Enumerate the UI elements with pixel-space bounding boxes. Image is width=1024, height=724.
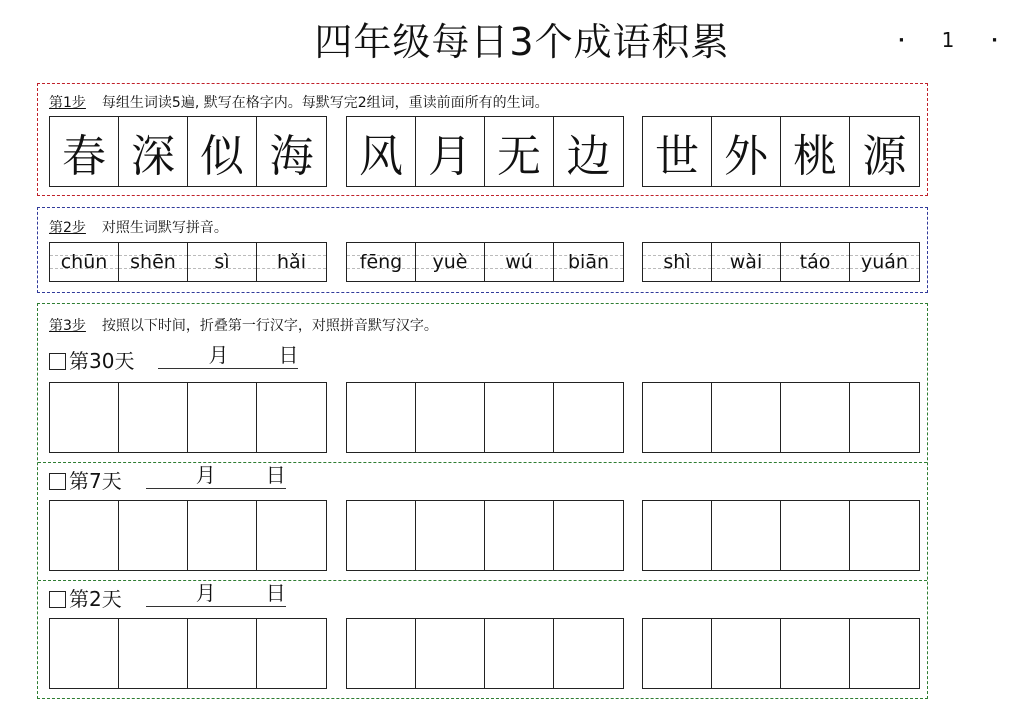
write-cell[interactable] (188, 501, 257, 570)
date-input[interactable] (146, 582, 286, 607)
page-title: 四年级每日3个成语积累 (314, 20, 730, 64)
step3-instruction: 按照以下时间，折叠第一行汉字，对照拼音默写汉字。 (101, 318, 438, 334)
pinyin-group-1 (49, 242, 327, 282)
pinyin-cell (188, 243, 257, 281)
write-cell[interactable] (50, 619, 119, 688)
pinyin-text: biān (567, 251, 610, 273)
write-cell[interactable] (781, 383, 850, 452)
write-cell[interactable] (781, 501, 850, 570)
step3-label: 第3步 (49, 318, 86, 334)
pinyin-cell (485, 243, 554, 281)
hanzi-cell: 世 (643, 117, 712, 186)
pinyin-text: fēng (359, 251, 403, 273)
write-cell[interactable] (554, 383, 623, 452)
pinyin-cell (416, 243, 485, 281)
day-of-month-label: 日 (265, 581, 286, 605)
pinyin-text: chūn (60, 251, 108, 273)
pinyin-text: yuè (432, 251, 468, 273)
hanzi-group-3 (642, 116, 920, 187)
date-input[interactable] (158, 344, 298, 369)
write-cell[interactable] (347, 619, 416, 688)
step1-label: 第1步 (49, 95, 86, 111)
month-label: 月 (195, 581, 216, 605)
step3-section (37, 303, 928, 699)
pinyin-text: táo (799, 251, 831, 273)
step3-header (49, 315, 438, 335)
write-cell[interactable] (485, 619, 554, 688)
write-group-3[interactable] (642, 618, 920, 689)
date-input[interactable] (146, 464, 286, 489)
pinyin-text: wú (505, 251, 533, 273)
write-cell[interactable] (643, 619, 712, 688)
hanzi-cell: 海 (269, 130, 314, 182)
hanzi-cell: 边 (566, 130, 611, 182)
write-cell[interactable] (50, 383, 119, 452)
hanzi-group-1 (49, 116, 327, 187)
step2-header (49, 217, 228, 237)
hanzi-cell: 桃 (781, 117, 850, 186)
write-cell[interactable] (119, 619, 188, 688)
day-checkbox[interactable] (49, 353, 66, 370)
pinyin-text: yuán (861, 251, 908, 273)
pinyin-cell (643, 243, 712, 281)
write-cell[interactable] (850, 619, 919, 688)
month-label: 月 (195, 463, 216, 487)
write-cell[interactable] (643, 501, 712, 570)
page-number-value: 1 (941, 28, 955, 52)
pinyin-text: shì (663, 251, 691, 273)
step1-header (49, 92, 549, 112)
hanzi-cell: 深 (119, 117, 188, 186)
month-label: 月 (208, 343, 229, 367)
write-cell[interactable] (50, 501, 119, 570)
write-cell[interactable] (485, 501, 554, 570)
write-group-2[interactable] (346, 500, 624, 571)
page-dot-left: · (898, 29, 905, 51)
step2-label: 第2步 (49, 220, 86, 236)
write-cell[interactable] (347, 383, 416, 452)
hanzi-cell: 月 (416, 117, 485, 186)
pinyin-cell (781, 243, 850, 281)
write-cell[interactable] (188, 619, 257, 688)
write-cell[interactable] (554, 619, 623, 688)
pinyin-cell (554, 243, 623, 281)
hanzi-group-2 (346, 116, 624, 187)
write-cell[interactable] (850, 501, 919, 570)
write-cell[interactable] (119, 501, 188, 570)
day-block-2 (38, 582, 927, 698)
write-cell[interactable] (554, 501, 623, 570)
day-header (49, 344, 298, 374)
day-divider (38, 580, 927, 581)
day-checkbox[interactable] (49, 591, 66, 608)
page-dot-right: · (991, 29, 998, 51)
write-group-2[interactable] (346, 382, 624, 453)
step1-section (37, 83, 928, 196)
day-divider (38, 462, 927, 463)
pinyin-cell (347, 243, 416, 281)
day-checkbox[interactable] (49, 473, 66, 490)
write-cell[interactable] (643, 383, 712, 452)
write-group-3[interactable] (642, 382, 920, 453)
hanzi-cell: 春 (50, 117, 119, 186)
write-cell[interactable] (416, 501, 485, 570)
write-cell[interactable] (485, 383, 554, 452)
write-cell[interactable] (119, 383, 188, 452)
day-label: 第7天 (69, 469, 122, 493)
write-cell[interactable] (712, 383, 781, 452)
pinyin-cell (712, 243, 781, 281)
write-cell[interactable] (257, 619, 326, 688)
write-group-1[interactable] (49, 382, 327, 453)
pinyin-cell (257, 243, 326, 281)
write-cell[interactable] (347, 501, 416, 570)
hanzi-cell: 外 (712, 117, 781, 186)
pinyin-cell (850, 243, 919, 281)
hanzi-cell: 源 (862, 130, 907, 182)
write-group-2[interactable] (346, 618, 624, 689)
write-group-1[interactable] (49, 500, 327, 571)
pinyin-cell (50, 243, 119, 281)
day-of-month-label: 日 (265, 463, 286, 487)
pinyin-text: hǎi (277, 251, 306, 273)
step2-instruction: 对照生词默写拼音。 (101, 220, 228, 236)
write-group-3[interactable] (642, 500, 920, 571)
day-block-30 (38, 342, 927, 460)
pinyin-group-2 (346, 242, 624, 282)
write-group-1[interactable] (49, 618, 327, 689)
write-cell[interactable] (188, 383, 257, 452)
day-of-month-label: 日 (278, 343, 299, 367)
day-header (49, 582, 286, 612)
pinyin-text: shēn (130, 251, 176, 273)
hanzi-cell: 无 (485, 117, 554, 186)
write-cell[interactable] (850, 383, 919, 452)
write-cell[interactable] (416, 619, 485, 688)
day-header (49, 464, 286, 494)
pinyin-cell (119, 243, 188, 281)
page-number (898, 28, 998, 52)
hanzi-cell: 风 (347, 117, 416, 186)
day-label: 第2天 (69, 587, 122, 611)
day-block-7 (38, 464, 927, 582)
step1-instruction: 每组生词读5遍, 默写在格字内。每默写完2组词，重读前面所有的生词。 (101, 95, 549, 111)
step2-section (37, 207, 928, 293)
pinyin-text: sì (214, 251, 230, 273)
write-cell[interactable] (712, 501, 781, 570)
write-cell[interactable] (781, 619, 850, 688)
write-cell[interactable] (257, 383, 326, 452)
write-cell[interactable] (257, 501, 326, 570)
write-cell[interactable] (712, 619, 781, 688)
write-cell[interactable] (416, 383, 485, 452)
hanzi-cell: 似 (188, 117, 257, 186)
day-label: 第30天 (69, 349, 135, 373)
pinyin-text: wài (729, 251, 763, 273)
pinyin-group-3 (642, 242, 920, 282)
